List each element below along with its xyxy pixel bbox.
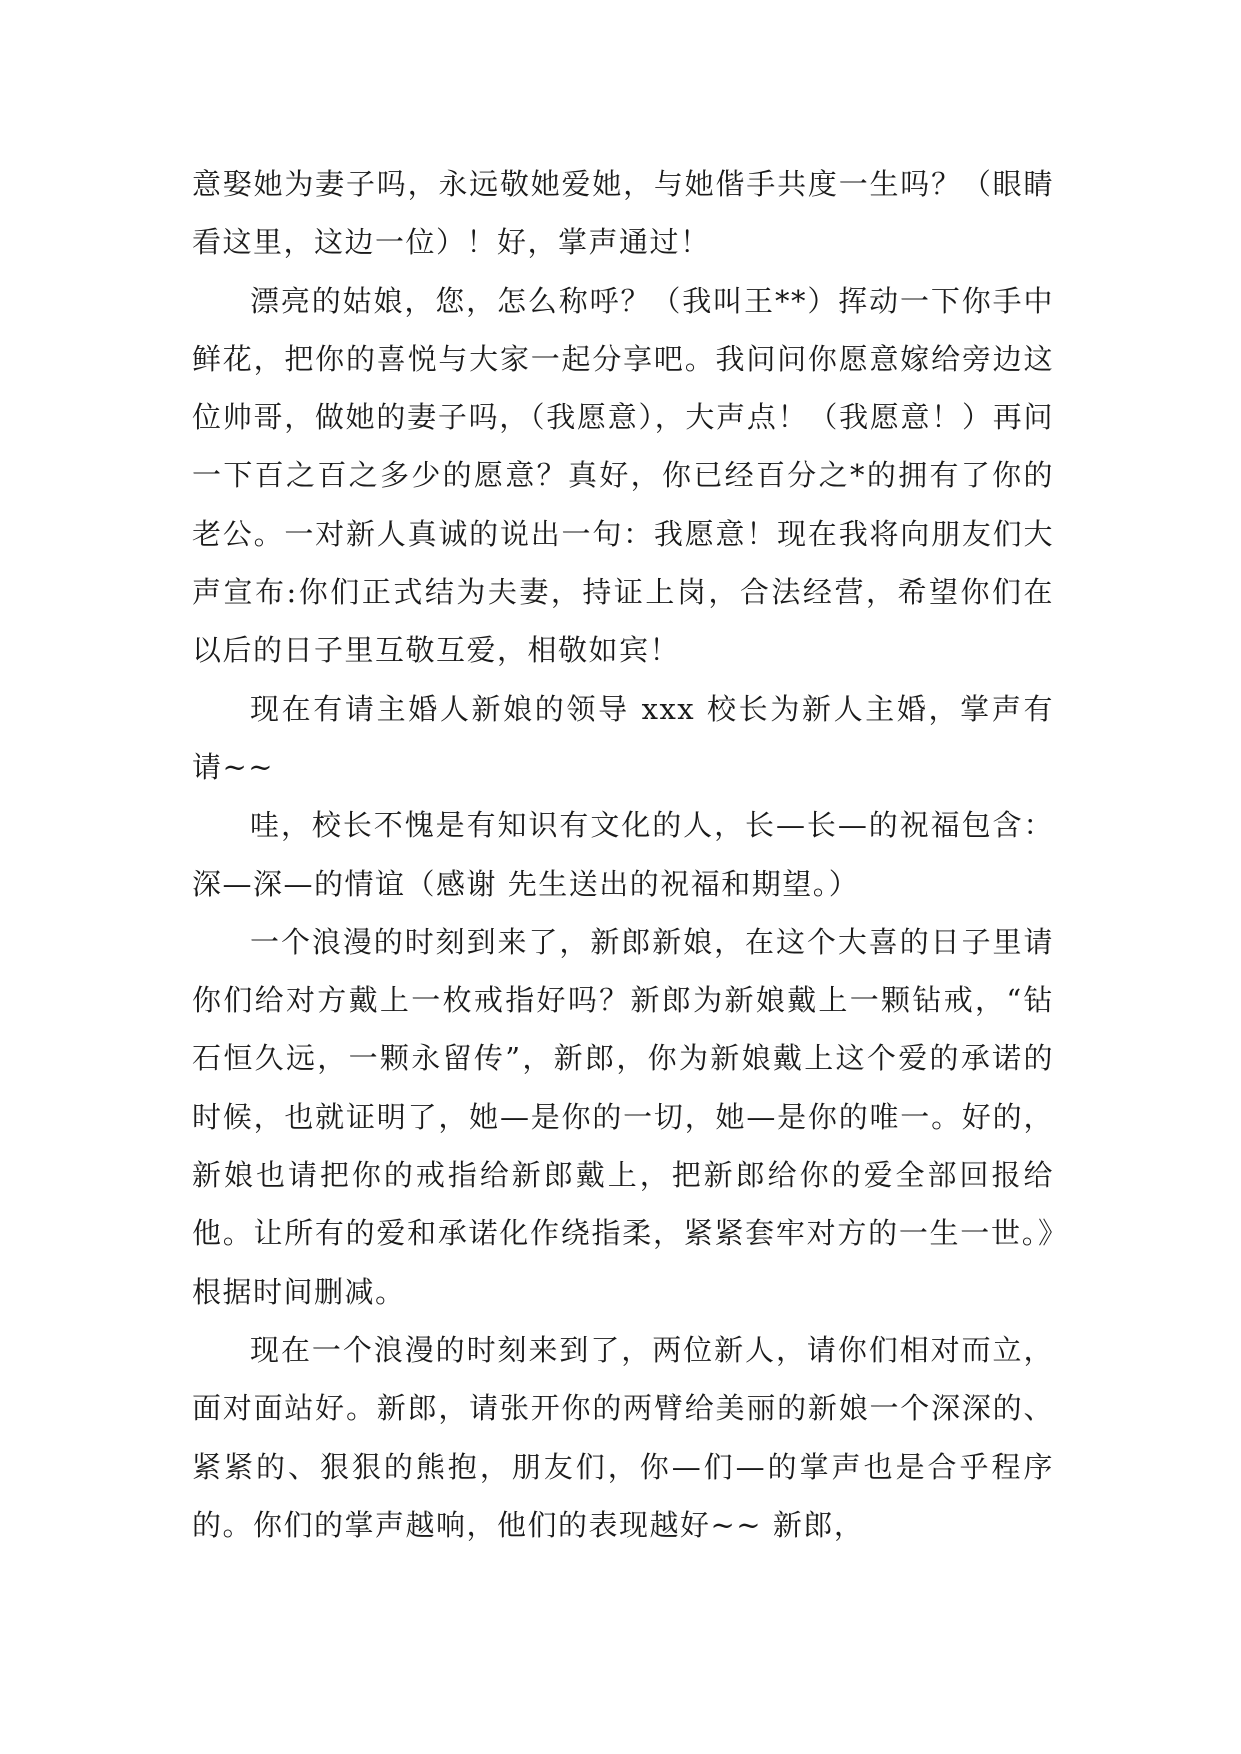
paragraph <box>192 913 1054 1321</box>
text-line: 手中鲜花，把你的喜悦与大家一起分享吧。我问问你愿意嫁 <box>192 283 1054 376</box>
document-body <box>192 155 1054 1554</box>
text-line: 含：深—深—的情谊（感谢 先生送出的祝福和期望。） <box>192 808 1054 901</box>
text-line: 你的唯一。好的，新娘也请把你的戒指给新郎戴上，把新郎 <box>192 1099 1054 1193</box>
text-line: 给你的爱全部回报给他。让所有的爱和承诺化作绕指柔，紧 <box>192 1158 1054 1251</box>
text-line: 立，面对面站好。新郎，请张开你的两臂给美丽的新娘一个 <box>192 1332 1054 1426</box>
paragraph <box>192 680 1054 797</box>
text-line: 有请~~ <box>192 691 1054 784</box>
text-line: 合法经营，希望你们在以后的日子里互敬互爱，相敬如宾！ <box>192 575 1054 668</box>
text-line: 现在我将向朋友们大声宣布:你们正式结为夫妻，持证上岗， <box>192 516 1054 610</box>
text-line: 一个浪漫的时刻到来了，新郎新娘，在这个大喜的日子 <box>250 924 993 959</box>
paragraph <box>192 155 1054 272</box>
text-line: 紧套牢对方的一生一世。》根据时间删减。 <box>192 1216 1054 1309</box>
text-line: 钻戒，“钻石恒久远，一颗永留传”，新郎，你为新娘戴上这 <box>192 983 1054 1076</box>
text-line: 意娶她为妻子吗，永远敬她爱她，与她偕手共度一生吗？ <box>192 167 962 201</box>
text-line: 给旁边这位帅哥，做她的妻子吗，（我愿意），大声点！（我 <box>192 341 1054 435</box>
text-line: 哇，校长不愧是有知识有文化的人，长—长—的祝福包 <box>250 808 993 843</box>
text-line: 现在一个浪漫的时刻来到了，两位新人，请你们相对而 <box>250 1332 993 1367</box>
text-line: 个爱的承诺的时候，也就证明了，她—是你的一切，她—是 <box>192 1041 1054 1134</box>
text-line: 里请你们给对方戴上一枚戒指好吗？新郎为新娘戴上一颗 <box>192 924 1054 1018</box>
text-line: 之*的拥有了你的老公。一对新人真诚的说出一句：我愿意！ <box>192 458 1054 551</box>
text-line: （眼睛看这里，这边一位）！好，掌声通过！ <box>192 167 1054 260</box>
text-line: 深深的、紧紧的、狠狠的熊抱，朋友们，你—们—的掌声也 <box>192 1391 1054 1484</box>
paragraph <box>192 1321 1054 1554</box>
text-line: 现在有请主婚人新娘的领导 xxx 校长为新人主婚，掌声 <box>250 691 1024 726</box>
text-line: 是合乎程序的。你们的掌声越响，他们的表现越好~~ 新郎， <box>192 1449 1054 1542</box>
paragraph <box>192 272 1054 680</box>
text-line: 愿意！）再问一下百之百之多少的愿意？真好，你已经百分 <box>192 400 1054 493</box>
paragraph <box>192 796 1054 913</box>
text-line: 漂亮的姑娘，您，怎么称呼？（我叫王**）挥动一下你 <box>250 283 993 318</box>
